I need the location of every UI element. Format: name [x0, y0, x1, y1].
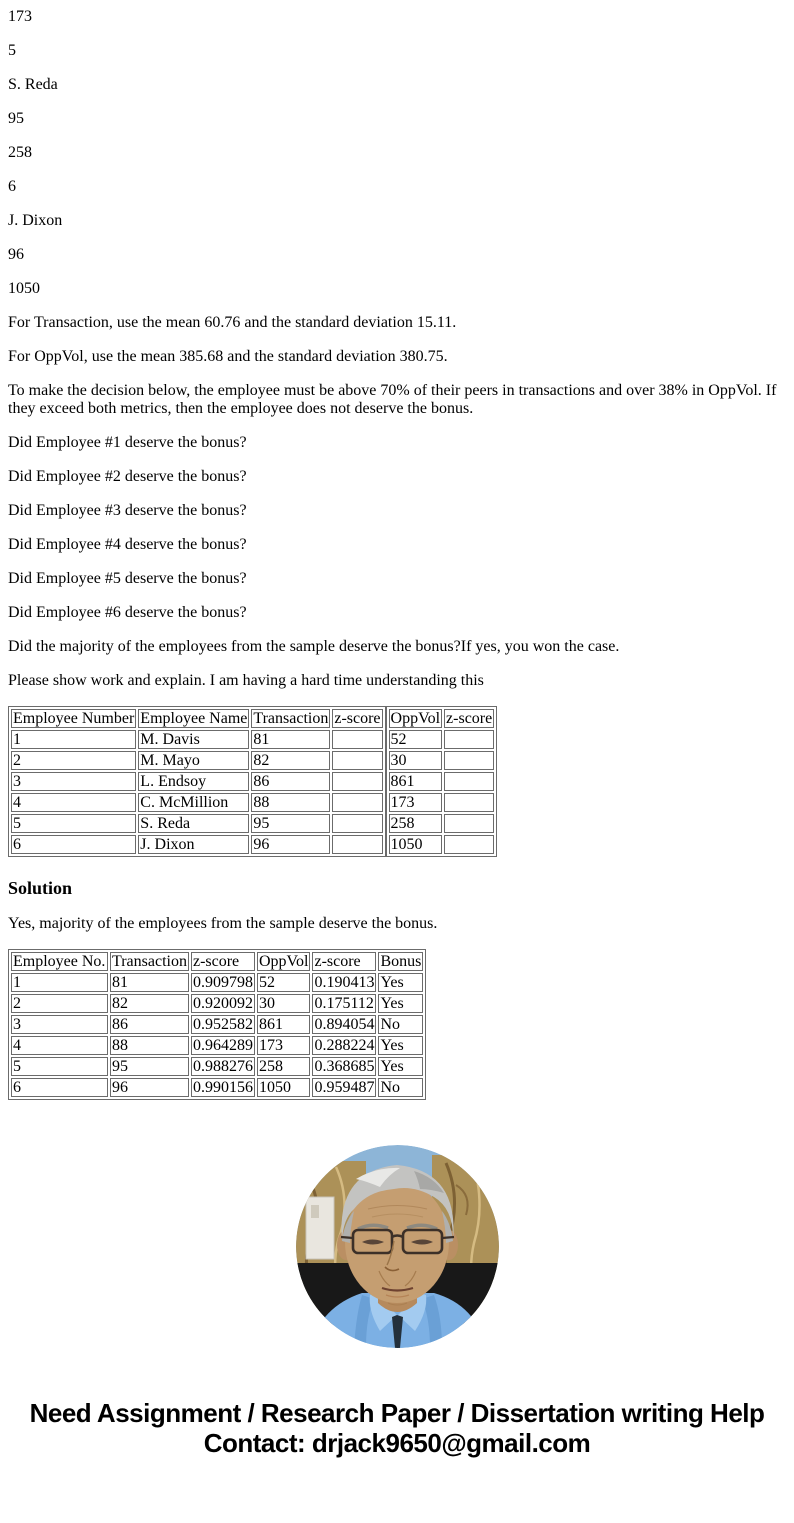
- table-cell: 6: [11, 1078, 108, 1097]
- table-cell: 6: [11, 835, 136, 854]
- question-table-row: [8, 706, 786, 857]
- table-cell: [444, 793, 494, 812]
- question-table-right: [386, 706, 498, 857]
- table-row: [11, 793, 383, 812]
- table-cell: 0.288224: [314, 1037, 375, 1054]
- table-row: [11, 772, 383, 791]
- table-row: [11, 1015, 423, 1034]
- intro-line: J. Dixon: [8, 212, 63, 229]
- intro-line: 5: [8, 42, 16, 59]
- table-cell: 30: [389, 751, 443, 770]
- table-cell: C. McMillion: [138, 793, 249, 812]
- table-cell: 95: [251, 814, 330, 833]
- footer-banner: [25, 1398, 769, 1458]
- table-row: [11, 1036, 423, 1055]
- table-cell: M. Davis: [138, 730, 249, 749]
- table-row: [11, 973, 423, 992]
- table-cell: No: [378, 1015, 423, 1034]
- table-cell: [444, 814, 494, 833]
- column-header: z-score: [312, 952, 376, 971]
- table-cell: 0.920092: [192, 995, 253, 1012]
- table-cell: Yes: [378, 1036, 423, 1055]
- table-row: [11, 730, 383, 749]
- table-cell: 82: [251, 751, 330, 770]
- table-cell: 1: [11, 730, 136, 749]
- table-cell: [332, 814, 382, 833]
- table-cell: 861: [389, 772, 443, 791]
- question-paragraph: Please show work and explain. I am having a hard time understanding this: [8, 672, 484, 689]
- table-cell: 173: [389, 793, 443, 812]
- table-cell: 52: [257, 973, 311, 992]
- intro-line: 6: [8, 178, 16, 195]
- table-cell: 0.894054: [314, 1016, 375, 1033]
- table-cell: 95: [110, 1057, 189, 1076]
- table-row: [389, 751, 495, 770]
- table-cell: 0.175112: [312, 994, 376, 1013]
- table-cell: 81: [110, 973, 189, 992]
- table-cell: 86: [110, 1015, 189, 1034]
- table-cell: 82: [110, 994, 189, 1013]
- question-paragraph: Did Employee #5 deserve the bonus?: [8, 570, 247, 587]
- question-paragraph: Did Employee #4 deserve the bonus?: [8, 536, 247, 553]
- table-cell: [332, 730, 382, 749]
- table-row: [389, 730, 495, 749]
- table-cell: 2: [11, 994, 108, 1013]
- table-cell: 1050: [389, 835, 443, 854]
- column-header: OppVol: [390, 710, 441, 727]
- header-row: [11, 952, 423, 971]
- document-page: [8, 8, 786, 1458]
- column-header: OppVol: [258, 953, 309, 970]
- intro-line: 258: [8, 144, 32, 161]
- table-cell: No: [378, 1078, 423, 1097]
- table-cell: 0.990156: [192, 1079, 253, 1096]
- question-paragraph: Did Employee #6 deserve the bonus?: [8, 604, 247, 621]
- column-header: Employee Name: [140, 710, 248, 727]
- column-header: Transaction: [253, 710, 329, 727]
- table-cell: [332, 772, 382, 791]
- column-header: Employee No.: [11, 952, 108, 971]
- table-cell: 96: [251, 835, 330, 854]
- column-header: Bonus: [380, 953, 422, 970]
- table-row: [389, 835, 495, 854]
- column-header: z-score: [446, 710, 493, 727]
- question-paragraph: For OppVol, use the mean 385.68 and the standard deviation 380.75.: [8, 348, 448, 365]
- table-cell: 0.959487: [314, 1079, 375, 1096]
- table-row: [11, 751, 383, 770]
- table-cell: [332, 835, 382, 854]
- table-cell: 1: [11, 973, 108, 992]
- profile-photo-container: [8, 1145, 786, 1348]
- table-row: [11, 1057, 423, 1076]
- intro-line: 173: [8, 8, 32, 25]
- table-cell: 0.190413: [314, 974, 375, 991]
- table-cell: 88: [110, 1036, 189, 1055]
- table-row: [389, 772, 495, 791]
- table-cell: 86: [251, 772, 330, 791]
- table-cell: 81: [251, 730, 330, 749]
- header-row: [11, 709, 383, 728]
- table-cell: Yes: [378, 994, 423, 1013]
- table-cell: 4: [11, 793, 136, 812]
- table-cell: 0.964289: [192, 1037, 253, 1054]
- table-cell: 861: [257, 1015, 311, 1034]
- table-cell: M. Mayo: [138, 751, 249, 770]
- column-header: z-score: [334, 710, 381, 727]
- question-paragraph: Did Employee #1 deserve the bonus?: [8, 434, 247, 451]
- table-cell: 0.909798: [192, 974, 253, 991]
- footer-help-text: Need Assignment / Research Paper / Dissertation writing Help: [29, 1398, 765, 1428]
- intro-section: [8, 8, 786, 298]
- column-header: Transaction: [112, 953, 187, 970]
- table-cell: Yes: [378, 973, 423, 992]
- table-row: [11, 835, 383, 854]
- table-cell: 0.952582: [192, 1016, 253, 1033]
- table-cell: 1050: [257, 1078, 311, 1097]
- intro-line: 96: [8, 246, 24, 263]
- table-row: [11, 814, 383, 833]
- table-cell: 3: [11, 772, 136, 791]
- intro-line: 1050: [8, 280, 40, 297]
- footer-contact-email: Contact: drjack9650@gmail.com: [203, 1428, 591, 1458]
- table-cell: 3: [11, 1015, 108, 1034]
- table-cell: [444, 751, 494, 770]
- header-row: [389, 709, 495, 728]
- table-cell: 52: [389, 730, 443, 749]
- solution-table: [8, 949, 426, 1100]
- question-paragraph: For Transaction, use the mean 60.76 and the standard deviation 15.11.: [8, 314, 457, 331]
- table-cell: [332, 793, 382, 812]
- solution-heading: Solution: [8, 878, 73, 898]
- table-cell: 173: [257, 1036, 311, 1055]
- table-row: [11, 994, 423, 1013]
- table-cell: S. Reda: [138, 814, 249, 833]
- table-cell: 0.368685: [314, 1058, 375, 1075]
- table-cell: 88: [251, 793, 330, 812]
- question-table-left: [8, 706, 386, 857]
- profile-photo: [296, 1145, 499, 1348]
- table-cell: J. Dixon: [138, 835, 249, 854]
- intro-line: 95: [8, 110, 24, 127]
- table-cell: 0.988276: [192, 1058, 253, 1075]
- table-cell: L. Endsoy: [138, 772, 249, 791]
- table-cell: 2: [11, 751, 136, 770]
- table-row: [389, 793, 495, 812]
- table-cell: 30: [257, 994, 311, 1013]
- table-cell: 96: [110, 1078, 189, 1097]
- table-cell: 258: [257, 1057, 311, 1076]
- table-row: [11, 1078, 423, 1097]
- table-cell: 5: [11, 814, 136, 833]
- table-cell: [444, 730, 494, 749]
- table-row: [389, 814, 495, 833]
- table-cell: [444, 835, 494, 854]
- solution-statement: Yes, majority of the employees from the sample deserve the bonus.: [8, 915, 438, 932]
- question-text-section: [8, 314, 786, 690]
- question-paragraph: Did Employee #3 deserve the bonus?: [8, 502, 247, 519]
- question-paragraph: Did the majority of the employees from the sample deserve the bonus?If yes, you won the case.: [8, 638, 620, 655]
- solution-table-row: [8, 949, 786, 1100]
- column-header: Employee Number: [13, 710, 135, 727]
- column-header: z-score: [191, 952, 255, 971]
- table-cell: Yes: [378, 1057, 423, 1076]
- table-cell: [444, 772, 494, 791]
- question-paragraph: Did Employee #2 deserve the bonus?: [8, 468, 247, 485]
- intro-line: S. Reda: [8, 76, 58, 93]
- question-paragraph: To make the decision below, the employee must be above 70% of their peers in transactions and over 38% in OppVol. If they exceed both metrics, then the employee does not deserve the bonus.: [8, 382, 777, 417]
- table-cell: 4: [11, 1036, 108, 1055]
- table-cell: [332, 751, 382, 770]
- table-cell: 258: [389, 814, 443, 833]
- table-cell: 5: [11, 1057, 108, 1076]
